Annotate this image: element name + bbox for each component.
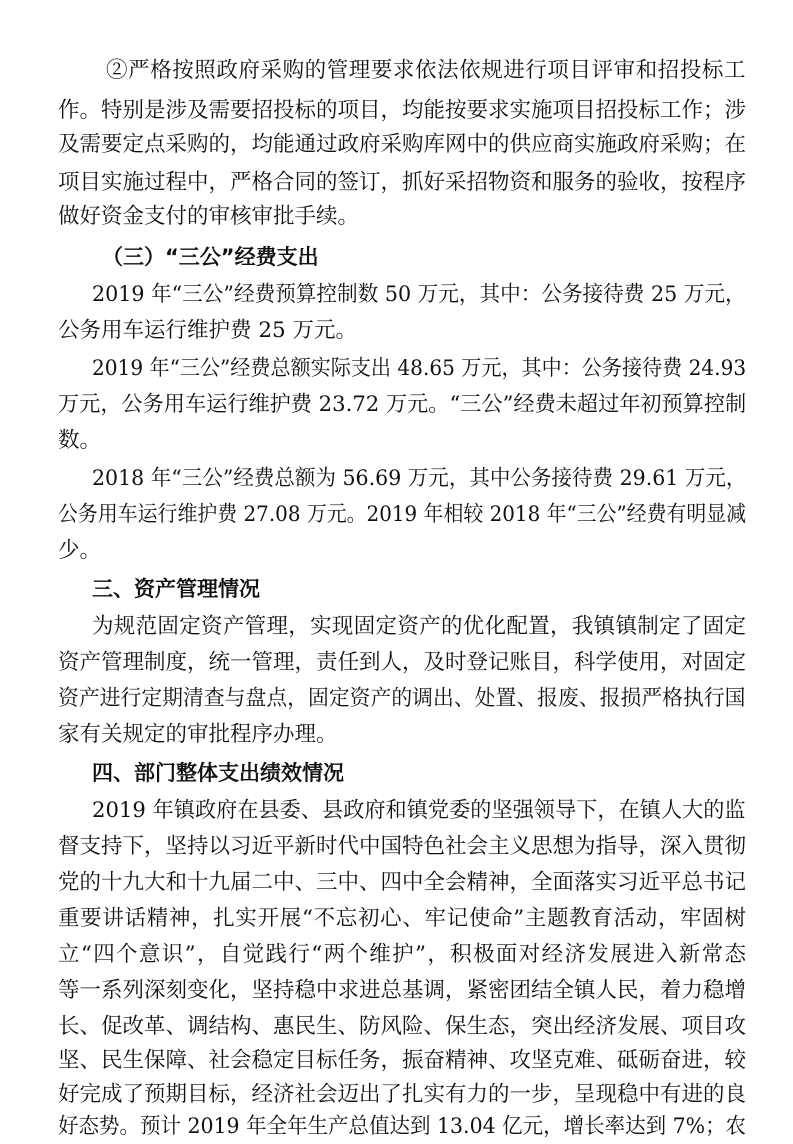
paragraph-line: 家有关规定的审批程序办理。 [58, 722, 338, 747]
paragraph-line: 公务用车运行维护费 27.08 万元。2019 年相较 2018 年“三公”经费有明显减 [58, 502, 747, 527]
section-heading: （三）“三公”经费支出 [102, 245, 319, 269]
paragraph-line: 数。 [58, 428, 102, 453]
paragraph-line: 等一系列深刻变化，坚持稳中求进总基调，紧密团结全镇人民，着力稳增 [58, 978, 747, 1003]
paragraph-line: 少。 [58, 538, 102, 563]
paragraph-line: 项目实施过程中，严格合同的签订，抓好采招物资和服务的验收，按程序 [58, 170, 747, 195]
section-heading: 三、资产管理情况 [92, 577, 260, 601]
paragraph-line: 坚、民生保障、社会稳定目标任务，振奋精神、攻坚克难、砥砺奋进，较 [58, 1048, 747, 1073]
paragraph-line: 2018 年“三公”经费总额为 56.69 万元，其中公务接待费 29.61 万元， [92, 466, 747, 491]
paragraph-line: 2019 年“三公”经费预算控制数 50 万元，其中：公务接待费 25 万元， [92, 282, 746, 307]
paragraph-line: 资产进行定期清查与盘点，固定资产的调出、处置、报废、报损严格执行国 [58, 686, 746, 711]
paragraph-line: 立“四个意识”，自觉践行“两个维护”，积极面对经济发展进入新常态 [58, 942, 748, 967]
paragraph-line: 作。特别是涉及需要招投标的项目，均能按要求实施项目招投标工作；涉 [58, 98, 747, 123]
paragraph-line: 2019 年“三公”经费总额实际支出 48.65 万元，其中：公务接待费 24.93 [92, 356, 747, 381]
paragraph-line: 好态势。预计 2019 年全年生产总值达到 13.04 亿元，增长率达到 7%；农 [58, 1114, 747, 1139]
paragraph-line: 重要讲话精神，扎实开展“不忘初心、牢记使命”主题教育活动，牢固树 [58, 906, 747, 931]
paragraph-line: 为规范固定资产管理，实现固定资产的优化配置，我镇镇制定了固定 [92, 614, 747, 639]
paragraph-line: ②严格按照政府采购的管理要求依法依规进行项目评审和招投标工 [106, 58, 747, 83]
paragraph-line: 资产管理制度，统一管理，责任到人，及时登记账目，科学使用，对固定 [58, 650, 747, 675]
paragraph-line: 公务用车运行维护费 25 万元。 [58, 318, 358, 343]
section-heading: 四、部门整体支出绩效情况 [92, 761, 344, 785]
paragraph-line: 及需要定点采购的，均能通过政府采购库网中的供应商实施政府采购；在 [58, 132, 747, 157]
paragraph-line: 2019 年镇政府在县委、县政府和镇党委的坚强领导下，在镇人大的监 [92, 798, 746, 823]
paragraph-line: 长、促改革、调结构、惠民生、防风险、保生态，突出经济发展、项目攻 [58, 1014, 747, 1039]
paragraph-line: 做好资金支付的审核审批手续。 [58, 204, 360, 229]
paragraph-line: 万元，公务用车运行维护费 23.72 万元。“三公”经费未超过年初预算控制 [58, 392, 747, 417]
paragraph-line: 督支持下，坚持以习近平新时代中国特色社会主义思想为指导，深入贯彻 [58, 834, 747, 859]
paragraph-line: 好完成了预期目标，经济社会迈出了扎实有力的一步，呈现稳中有进的良 [58, 1082, 747, 1107]
paragraph-line: 党的十九大和十九届二中、三中、四中全会精神，全面落实习近平总书记 [58, 870, 747, 895]
